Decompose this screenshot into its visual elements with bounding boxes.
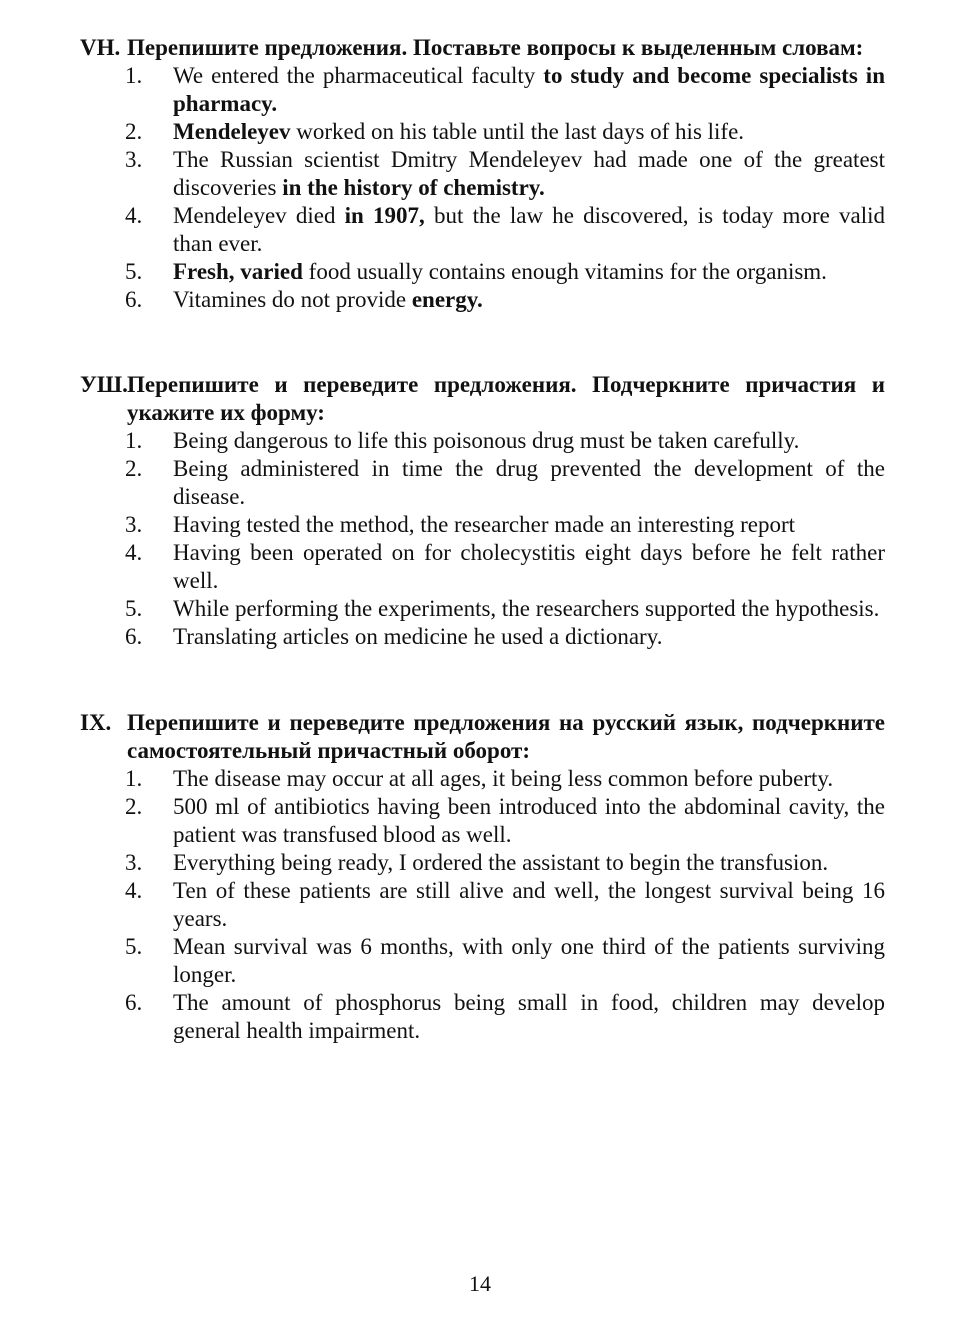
sentence-text: Translating articles on medicine he used a dictionary. — [173, 624, 663, 649]
sentence-item — [80, 623, 885, 651]
sentence-item — [80, 595, 885, 623]
sentence-text — [173, 63, 885, 116]
sentence-number: 3. — [125, 850, 143, 875]
highlighted-fragment: to study and become specialists in pharmacy. — [173, 63, 885, 116]
sentence-item — [80, 286, 885, 314]
sentence-text: The disease may occur at all ages, it being less common before puberty. — [173, 766, 834, 791]
exercise-heading — [80, 34, 885, 62]
sentence-number: 4. — [125, 540, 143, 565]
sentence-text: 500 ml of antibiotics having been introduced into the abdominal cavity, the patient was transfused blood as well. — [173, 794, 885, 847]
sentence-number: 5. — [125, 259, 143, 284]
sentence-item — [80, 146, 885, 202]
sentence-fragment: Vitamines do not provide — [173, 287, 412, 312]
sentence-fragment: but the law he discovered, is today more valid than ever. — [173, 203, 885, 256]
sentence-item — [80, 202, 885, 258]
sentence-text: Everything being ready, I ordered the assistant to begin the transfusion. — [173, 850, 829, 875]
sentence-fragment: We entered the pharmaceutical faculty — [173, 63, 544, 88]
sentence-text — [173, 147, 885, 200]
sentence-number: 3. — [125, 512, 143, 537]
sentence-number: 1. — [125, 63, 143, 88]
highlighted-fragment: Fresh, varied — [173, 259, 303, 284]
sentence-list — [80, 62, 885, 314]
exercise-number: VH. — [80, 35, 121, 60]
highlighted-fragment: Mendeleyev — [173, 119, 291, 144]
sentence-item — [80, 989, 885, 1045]
exercise-instruction: Перепишите и переведите предложения на русский язык, подчеркните самостоятельный причастный оборот: — [127, 710, 885, 763]
sentence-fragment: Mendeleyev died — [173, 203, 345, 228]
sentence-text: Mean survival was 6 months, with only one third of the patients surviving longer. — [173, 934, 885, 987]
sentence-number: 5. — [125, 596, 143, 621]
sentence-item — [80, 877, 885, 933]
exercise-number: УШ. — [80, 372, 128, 397]
sentence-fragment: food usually contains enough vitamins for the organism. — [302, 259, 827, 284]
sentence-number: 2. — [125, 456, 143, 481]
sentence-text — [173, 119, 744, 144]
sentence-item — [80, 62, 885, 118]
exercise-heading — [80, 709, 885, 765]
sentence-item — [80, 258, 885, 286]
sentence-text — [173, 259, 827, 284]
sentence-fragment: worked on his table until the last days of his life. — [290, 119, 745, 144]
exercise-heading — [80, 371, 885, 427]
exercise-section-8 — [80, 371, 885, 651]
sentence-number: 3. — [125, 147, 143, 172]
sentence-item — [80, 849, 885, 877]
sentence-number: 6. — [125, 990, 143, 1015]
sentence-number: 2. — [125, 794, 143, 819]
sentence-text: While performing the experiments, the researchers supported the hypothesis. — [173, 596, 880, 621]
sentence-number: 4. — [125, 878, 143, 903]
sentence-number: 4. — [125, 203, 143, 228]
sentence-list — [80, 765, 885, 1045]
sentence-number: 2. — [125, 119, 143, 144]
exercise-section-9 — [80, 709, 885, 1045]
highlighted-fragment: energy. — [411, 287, 483, 312]
sentence-number: 6. — [125, 287, 143, 312]
sentence-item — [80, 118, 885, 146]
sentence-text — [173, 287, 483, 312]
sentence-item — [80, 793, 885, 849]
sentence-item — [80, 933, 885, 989]
sentence-item — [80, 539, 885, 595]
sentence-item — [80, 765, 885, 793]
sentence-text: Having tested the method, the researcher made an interesting report — [173, 512, 796, 537]
sentence-text: The amount of phosphorus being small in food, children may develop general health impairment. — [173, 990, 885, 1043]
sentence-text: Being dangerous to life this poisonous drug must be taken carefully. — [173, 428, 800, 453]
sentence-text — [173, 203, 885, 256]
sentence-number: 6. — [125, 624, 143, 649]
sentence-fragment: The Russian scientist Dmitry Mendeleyev had made one of the greatest discoveries — [173, 147, 885, 200]
exercise-number: IX. — [80, 710, 112, 735]
page-number: 14 — [469, 1271, 491, 1296]
sentence-number: 1. — [125, 428, 143, 453]
sentence-number: 5. — [125, 934, 143, 959]
exercise-section-7 — [80, 34, 885, 314]
sentence-item — [80, 455, 885, 511]
highlighted-fragment: in the history of chemistry. — [282, 175, 545, 200]
sentence-text: Having been operated on for cholecystitis eight days before he felt rather well. — [173, 540, 885, 593]
sentence-list — [80, 427, 885, 651]
exercise-instruction: Перепишите предложения. Поставьте вопросы к выделенным словам: — [127, 35, 864, 60]
sentence-text: Being administered in time the drug prevented the development of the disease. — [173, 456, 885, 509]
sentence-item — [80, 511, 885, 539]
highlighted-fragment: in 1907, — [344, 203, 425, 228]
sentence-number: 1. — [125, 766, 143, 791]
exercise-instruction: Перепишите и переведите предложения. Подчеркните причастия и укажите их форму: — [127, 372, 885, 425]
sentence-item — [80, 427, 885, 455]
sentence-text: Ten of these patients are still alive and well, the longest survival being 16 years. — [173, 878, 885, 931]
